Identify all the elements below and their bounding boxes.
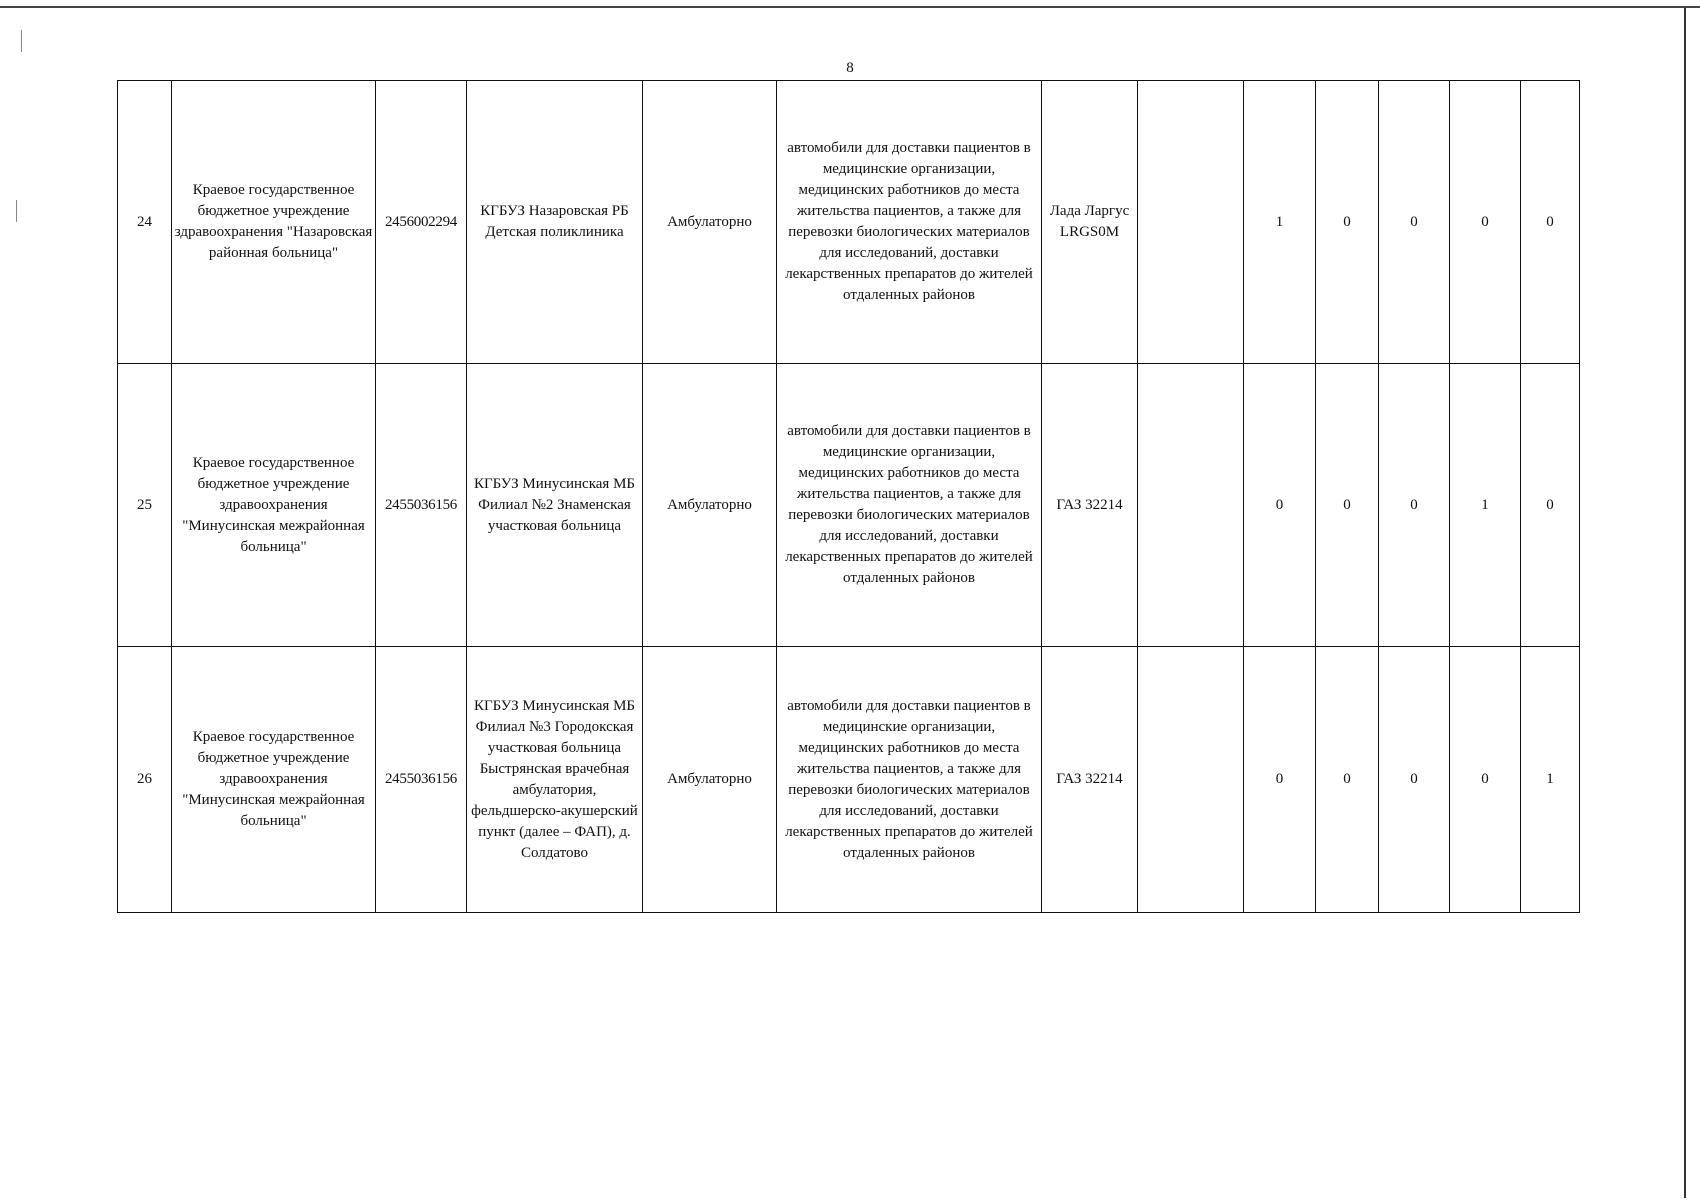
care-type: Амбулаторно: [643, 364, 777, 647]
inn-code: 2456002294: [376, 81, 467, 364]
facility-unit: КГБУЗ Назаровская РБ Детская поликлиника: [467, 81, 643, 364]
vehicle-model: Лада Ларгус LRGS0M: [1042, 81, 1138, 364]
organization-name: Краевое государственное бюджетное учреждение здравоохранения "Назаровская районная больница": [172, 81, 376, 364]
facility-unit: КГБУЗ Минусинская МБ Филиал №3 Городокская участковая больница Быстрянская врачебная амбулатория, фельдшерско-акушерский пункт (далее – ФАП), д. Солдатово: [467, 647, 643, 913]
count-cell-5: 1: [1521, 647, 1580, 913]
vehicle-purpose: автомобили для доставки пациентов в медицинские организации, медицинских работников до места жительства пациентов, а также для перевозки биологических материалов для исследований, доставки лекарственных препаратов до жителей отдаленных районов: [777, 364, 1042, 647]
care-type: Амбулаторно: [643, 81, 777, 364]
vehicle-purpose: автомобили для доставки пациентов в медицинские организации, медицинских работников до места жительства пациентов, а также для перевозки биологических материалов для исследований, доставки лекарственных препаратов до жителей отдаленных районов: [777, 647, 1042, 913]
scan-mark-left-1: [21, 30, 22, 52]
inn-code: 2455036156: [376, 647, 467, 913]
count-cell-2: 0: [1316, 81, 1379, 364]
count-cell-4: 1: [1450, 364, 1521, 647]
page-number: 8: [846, 60, 854, 76]
extra-cell: [1138, 364, 1244, 647]
organization-name: Краевое государственное бюджетное учреждение здравоохранения "Минусинская межрайонная больница": [172, 647, 376, 913]
count-cell-2: 0: [1316, 364, 1379, 647]
row-number: 25: [118, 364, 172, 647]
vehicle-allocation-table: [117, 80, 1580, 913]
count-cell-3: 0: [1379, 647, 1450, 913]
table-row: [118, 364, 1580, 647]
count-cell-1: 0: [1244, 647, 1316, 913]
scan-border-top: [0, 6, 1700, 8]
table-row: [118, 81, 1580, 364]
extra-cell: [1138, 81, 1244, 364]
vehicle-model: ГАЗ 32214: [1042, 364, 1138, 647]
vehicle-purpose: автомобили для доставки пациентов в медицинские организации, медицинских работников до места жительства пациентов, а также для перевозки биологических материалов для исследований, доставки лекарственных препаратов до жителей отдаленных районов: [777, 81, 1042, 364]
facility-unit: КГБУЗ Минусинская МБ Филиал №2 Знаменская участковая больница: [467, 364, 643, 647]
scan-mark-left-2: [16, 200, 17, 222]
count-cell-3: 0: [1379, 81, 1450, 364]
count-cell-5: 0: [1521, 364, 1580, 647]
count-cell-1: 0: [1244, 364, 1316, 647]
count-cell-1: 1: [1244, 81, 1316, 364]
count-cell-4: 0: [1450, 647, 1521, 913]
inn-code: 2455036156: [376, 364, 467, 647]
extra-cell: [1138, 647, 1244, 913]
organization-name: Краевое государственное бюджетное учреждение здравоохранения "Минусинская межрайонная больница": [172, 364, 376, 647]
count-cell-2: 0: [1316, 647, 1379, 913]
count-cell-5: 0: [1521, 81, 1580, 364]
row-number: 24: [118, 81, 172, 364]
care-type: Амбулаторно: [643, 647, 777, 913]
scan-border-right: [1684, 8, 1686, 1198]
count-cell-3: 0: [1379, 364, 1450, 647]
count-cell-4: 0: [1450, 81, 1521, 364]
row-number: 26: [118, 647, 172, 913]
table-row: [118, 647, 1580, 913]
vehicle-model: ГАЗ 32214: [1042, 647, 1138, 913]
